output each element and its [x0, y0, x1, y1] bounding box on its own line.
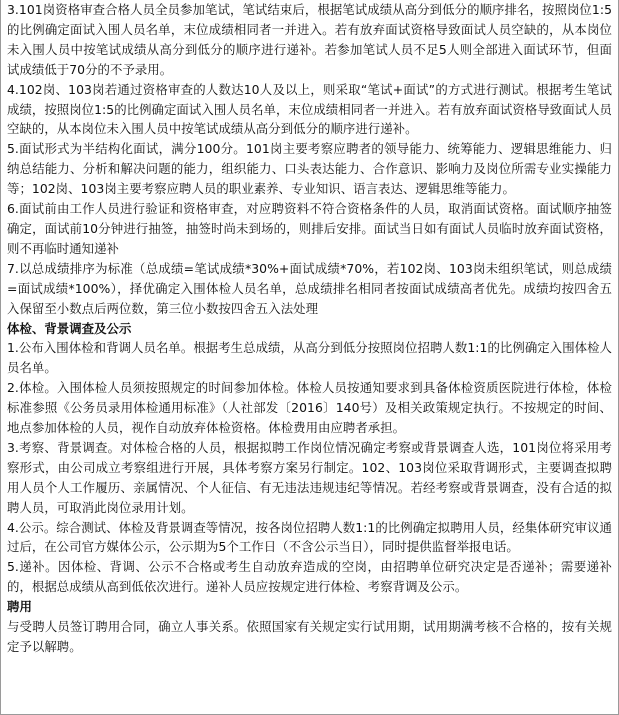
paragraph-item-7: 7.以总成绩排序为标准（总成绩=笔试成绩*30%+面试成绩*70%，若102岗、103岗未组织笔试，则总成绩=面试成绩*100%），择优确定入围体检人员名单，总成绩排名相同者按面试成绩高者优先。成绩均按四舍五入保留至小数点后两位数，第三位小数按四舍五入法处理 [7, 260, 612, 316]
paragraph-medical-check: 2.体检。入围体检人员须按照规定的时间参加体检。体检人员按通知要求到具备体检资质医院进行体检，体检标准参照《公务员录用体检通用标准》（人社部发〔2016〕140号）及相关政策规定执行。不按规定的时间、地点参加体检的人员，视作自动放弃体检资格。体检费用由应聘者承担。 [7, 380, 612, 436]
paragraph-backfill: 5.递补。因体检、背调、公示不合格或考生自动放弃造成的空岗，由招聘单位研究决定是否递补；需要递补的，根据总成绩从高到低依次进行。递补人员应按规定进行体检、考察背调及公示。 [7, 559, 612, 595]
paragraph-item-5: 5.面试形式为半结构化面试，满分100分。101岗主要考察应聘者的领导能力、统筹能力、逻辑思维能力、归纳总结能力、分析和解决问题的能力，组织能力、口头表达能力、合作意识、影响力及岗位所需专业实操能力等；102岗、103岗主要考察应聘人员的职业素养、专业知识、语言表达、逻辑思维等能力。 [7, 141, 612, 197]
paragraph-item-3: 3.101岗资格审查合格人员全员参加笔试，笔试结束后，根据笔试成绩从高分到低分的顺序排名，按照岗位1:5的比例确定面试入围人员名单，末位成绩相同者一并进入。若有放弃面试资格导致面试人员空缺的，从本岗位未入围人员中按笔试成绩从高分到低分的顺序进行递补。若参加笔试人员不足5人则全部进入面试环节，但面试成绩低于70分的不予录用。 [7, 2, 612, 77]
paragraph-publicity: 4.公示。综合测试、体检及背景调查等情况，按各岗位招聘人数1:1的比例确定拟聘用人员，经集体研究审议通过后，在公司官方媒体公示，公示期为5个工作日（不含公示当日），同时提供监督举报电话。 [7, 519, 612, 555]
paragraph-publish-list: 1.公布入围体检和背调人员名单。根据考生总成绩，从高分到低分按照岗位招聘人数1:1的比例确定入围体检人员名单。 [7, 340, 612, 376]
paragraph-item-4: 4.102岗、103岗若通过资格审查的人数达10人及以上，则采取“笔试+面试”的方式进行测试。根据考生笔试成绩，按照岗位1:5的比例确定面试入围人员名单，末位成绩相同者一并进入。若有放弃面试资格导致面试人员空缺的，从本岗位未入围人员中按笔试成绩从高分到低分的顺序进行递补。 [7, 81, 612, 137]
section-heading-medical-check: 体检、背景调查及公示 [7, 320, 132, 336]
paragraph-employment: 与受聘人员签订聘用合同，确立人事关系。依照国家有关规定实行试用期，试用期满考核不合格的，按有关规定予以解聘。 [7, 619, 612, 654]
paragraph-background-check: 3.考察、背景调查。对体检合格的人员，根据拟聘工作岗位情况确定考察或背景调查人选，101岗位将采用考察形式，由公司成立考察组进行开展，具体考察方案另行制定。102、103岗位采取背调形式，主要调查拟聘用人员个人工作履历、亲属情况、个人征信、有无违法违规违纪等情况。若经考察或背景调查，没有合适的拟聘人员，可取消此岗位录用计划。 [7, 439, 612, 515]
section-heading-employment: 聘用 [7, 599, 32, 615]
paragraph-item-6: 6.面试前由工作人员进行验证和资格审查，对应聘资料不符合资格条件的人员，取消面试资格。面试顺序抽签确定，面试前10分钟进行抽签，抽签时尚未到场的，则排后安排。面试当日如有面试人员临时放弃面试资格，则不再临时通知递补 [7, 201, 612, 256]
